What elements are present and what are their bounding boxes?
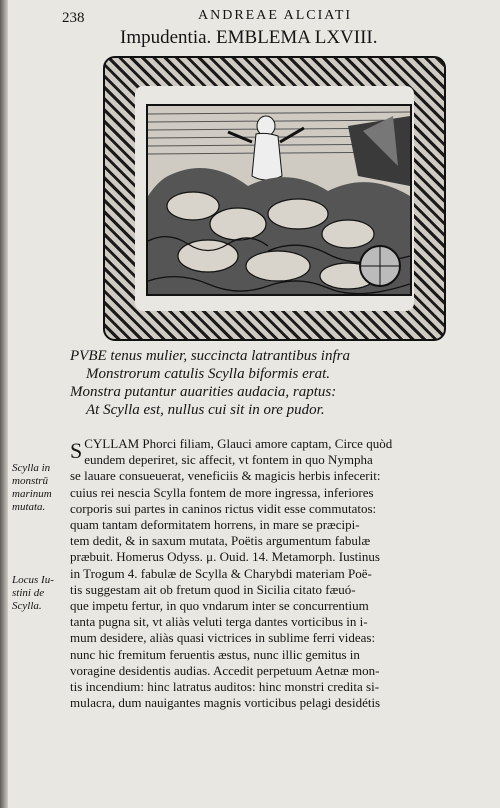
text-line: tis suggestam ait ob fretum quod in Sicilia citato fæuó- <box>70 581 356 597</box>
text-line: quam tantam deformitatem horrens, in mare se præcipi- <box>70 517 360 533</box>
text-line: eundem deperiret, sic affecit, vt fontem in quo Nympha <box>84 452 373 468</box>
verse-line: PVBE tenus mulier, succincta latrantibus infra <box>70 348 350 364</box>
binding-shadow <box>0 0 8 808</box>
running-head: ANDREAE ALCIATI <box>198 8 353 23</box>
text-line: tanta pugna sit, vt aliàs veluti terga dantes vorticibus in i- <box>70 614 368 630</box>
text-line: cuius rei nescia Scylla fontem de more ingressa, inferiores <box>70 484 374 500</box>
verse-line: Monstra putantur auarities audacia, raptus: <box>70 384 337 400</box>
verse-line: At Scylla est, nullus cui sit in ore pudor. <box>86 402 325 418</box>
verse-line: Monstrorum catulis Scylla biformis erat. <box>86 366 331 382</box>
text-line: CYLLAM Phorci filiam, Glauci amore captam, Circe quòd <box>84 436 393 451</box>
text-line: voragine desidentis audias. Accedit perpetuum Aetnæ mon- <box>70 662 380 678</box>
scylla-woodcut <box>146 104 412 296</box>
margin-note: Locus Iu- stini de Scylla. <box>12 574 54 612</box>
text-line: tem dedit, & in saxum mutata, Poëtis argumentum fabulæ <box>70 533 371 549</box>
text-line: corporis sui partes in caninos rictus vidit esse commutatos: <box>70 500 377 516</box>
commentary-text <box>70 436 393 711</box>
text-line: mulacra, dum nauigantes magnis vorticibus pelagi desidétis <box>70 695 381 711</box>
text-line: que impetu fertur, in quo vndarum inter se concurrentium <box>70 598 369 614</box>
text-line: se lauare consueuerat, veneficiis & magicis herbis infecerit: <box>70 468 381 484</box>
emblem-verse <box>70 348 350 420</box>
text-line: præbuit. Homerus Odyss. μ. Ouid. 14. Metamorph. Iustinus <box>70 549 380 565</box>
page-number: 238 <box>62 10 85 26</box>
text-line: nunc hic fremitum feruentis æstus, nunc illic gemitus in <box>70 646 360 662</box>
margin-note: Scylla in monstrū marinum mutata. <box>12 462 52 513</box>
text-line: mum desidere, aliàs quasi victrices in sublime ferri videas: <box>70 630 376 646</box>
emblem-title: Impudentia. EMBLEMA LXVIII. <box>120 27 378 48</box>
text-line: in Trogum 4. fabulæ de Scylla & Charybdi materiam Poë- <box>70 565 372 581</box>
text-line: tis incendium: hinc latratus auditos: hinc monstri credita si- <box>70 679 380 695</box>
drop-cap: S <box>70 438 83 463</box>
